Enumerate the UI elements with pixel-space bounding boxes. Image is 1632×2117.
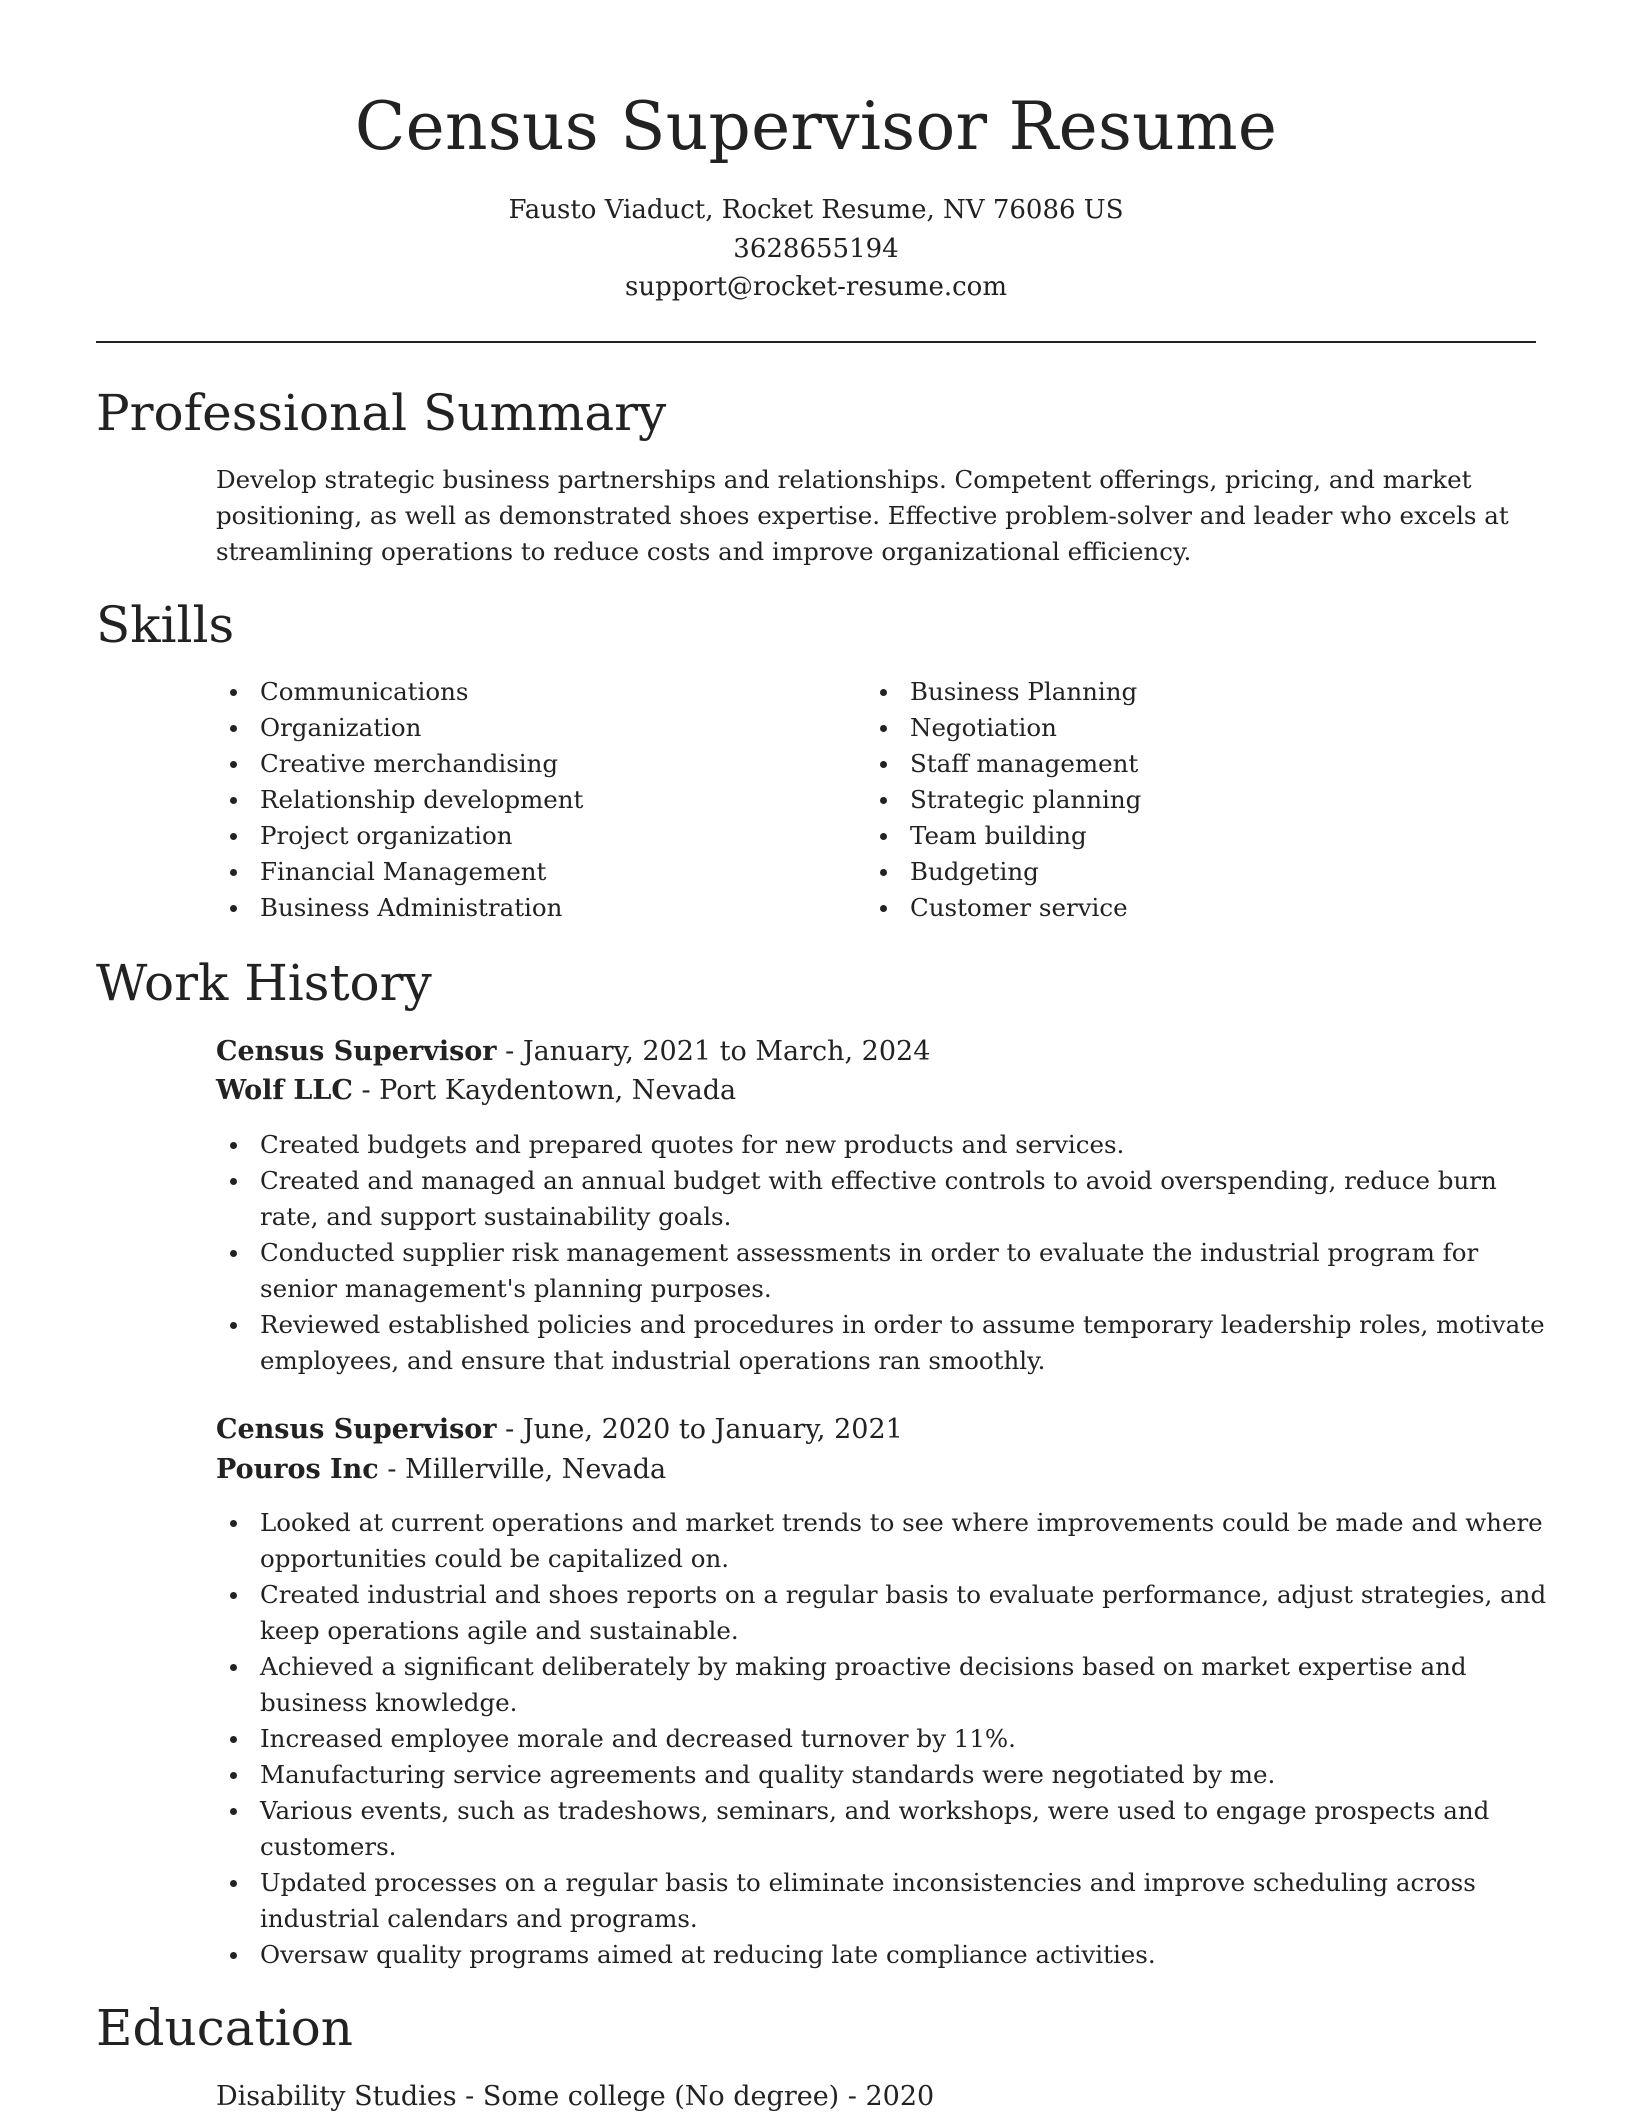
job-bullet: Updated processes on a regular basis to eliminate inconsistencies and improve scheduling across industrial calendars and programs. <box>216 1865 1548 1937</box>
skill-item: Business Planning <box>866 674 1426 710</box>
resume-title: Census Supervisor Resume <box>354 88 1278 165</box>
skill-item: Strategic planning <box>866 782 1426 818</box>
skill-item: Customer service <box>866 890 1426 926</box>
skills-list-right <box>866 674 1426 926</box>
job-bullet: Increased employee morale and decreased turnover by 11%. <box>216 1721 1548 1757</box>
job-bullet: Created budgets and prepared quotes for new products and services. <box>216 1127 1548 1163</box>
skill-item: Budgeting <box>866 854 1426 890</box>
job-bullets <box>216 1505 1548 1973</box>
job-title-line <box>216 1410 903 1450</box>
contact-address: Fausto Viaduct, Rocket Resume, NV 76086 US <box>508 195 1124 225</box>
skills-list-left <box>216 674 776 926</box>
job-title: Census Supervisor <box>216 1414 497 1445</box>
section-title-summary: Professional Summary <box>96 384 667 442</box>
job-location: - Port Kaydentown, Nevada <box>352 1075 737 1106</box>
section-title-skills: Skills <box>96 596 235 654</box>
job-dates: - January, 2021 to March, 2024 <box>496 1036 931 1067</box>
section-title-work-history: Work History <box>96 954 432 1012</box>
contact-email: support@rocket-resume.com <box>624 272 1007 302</box>
job-bullet: Reviewed established policies and procedures in order to assume temporary leadership roles, motivate employees, and ensure that industrial operations ran smoothly. <box>216 1307 1548 1379</box>
job-company-line <box>216 1071 736 1111</box>
skill-item: Financial Management <box>216 854 776 890</box>
job-bullet: Various events, such as tradeshows, seminars, and workshops, were used to engage prospects and customers. <box>216 1793 1548 1865</box>
job-bullet: Created and managed an annual budget with effective controls to avoid overspending, reduce burn rate, and support sustainability goals. <box>216 1163 1548 1235</box>
section-title-education: Education <box>96 1999 353 2057</box>
skill-item: Communications <box>216 674 776 710</box>
job-company: Pouros Inc <box>216 1454 379 1485</box>
skill-item: Relationship development <box>216 782 776 818</box>
job-title-line <box>216 1032 930 1072</box>
contact-phone: 3628655194 <box>733 234 899 264</box>
skill-item: Negotiation <box>866 710 1426 746</box>
skill-item: Staff management <box>866 746 1426 782</box>
header-divider <box>96 341 1536 343</box>
job-bullets <box>216 1127 1548 1379</box>
job-title: Census Supervisor <box>216 1036 497 1067</box>
job-bullet: Achieved a significant deliberately by making proactive decisions based on market expertise and business knowledge. <box>216 1649 1548 1721</box>
job-dates: - June, 2020 to January, 2021 <box>496 1414 903 1445</box>
skill-item: Organization <box>216 710 776 746</box>
job-bullet: Oversaw quality programs aimed at reducing late compliance activities. <box>216 1937 1548 1973</box>
job-company: Wolf LLC <box>216 1075 353 1106</box>
skill-item: Project organization <box>216 818 776 854</box>
education-entry: Disability Studies - Some college (No degree) - 2020 <box>216 2081 935 2112</box>
summary-text: Develop strategic business partnerships and relationships. Competent offerings, pricing, and market positioning, as well as demonstrated shoes expertise. Effective problem-solver and leader who excels at streamlining operations to reduce costs and improve organizational efficiency. <box>216 465 1509 566</box>
job-bullet: Looked at current operations and market trends to see where improvements could be made and where opportunities could be capitalized on. <box>216 1505 1548 1577</box>
skill-item: Team building <box>866 818 1426 854</box>
skill-item: Creative merchandising <box>216 746 776 782</box>
job-bullet: Conducted supplier risk management assessments in order to evaluate the industrial program for senior management's planning purposes. <box>216 1235 1548 1307</box>
skill-item: Business Administration <box>216 890 776 926</box>
job-company-line <box>216 1450 666 1490</box>
job-bullet: Created industrial and shoes reports on a regular basis to evaluate performance, adjust strategies, and keep operations agile and sustainable. <box>216 1577 1548 1649</box>
job-location: - Millerville, Nevada <box>378 1454 667 1485</box>
job-bullet: Manufacturing service agreements and quality standards were negotiated by me. <box>216 1757 1548 1793</box>
